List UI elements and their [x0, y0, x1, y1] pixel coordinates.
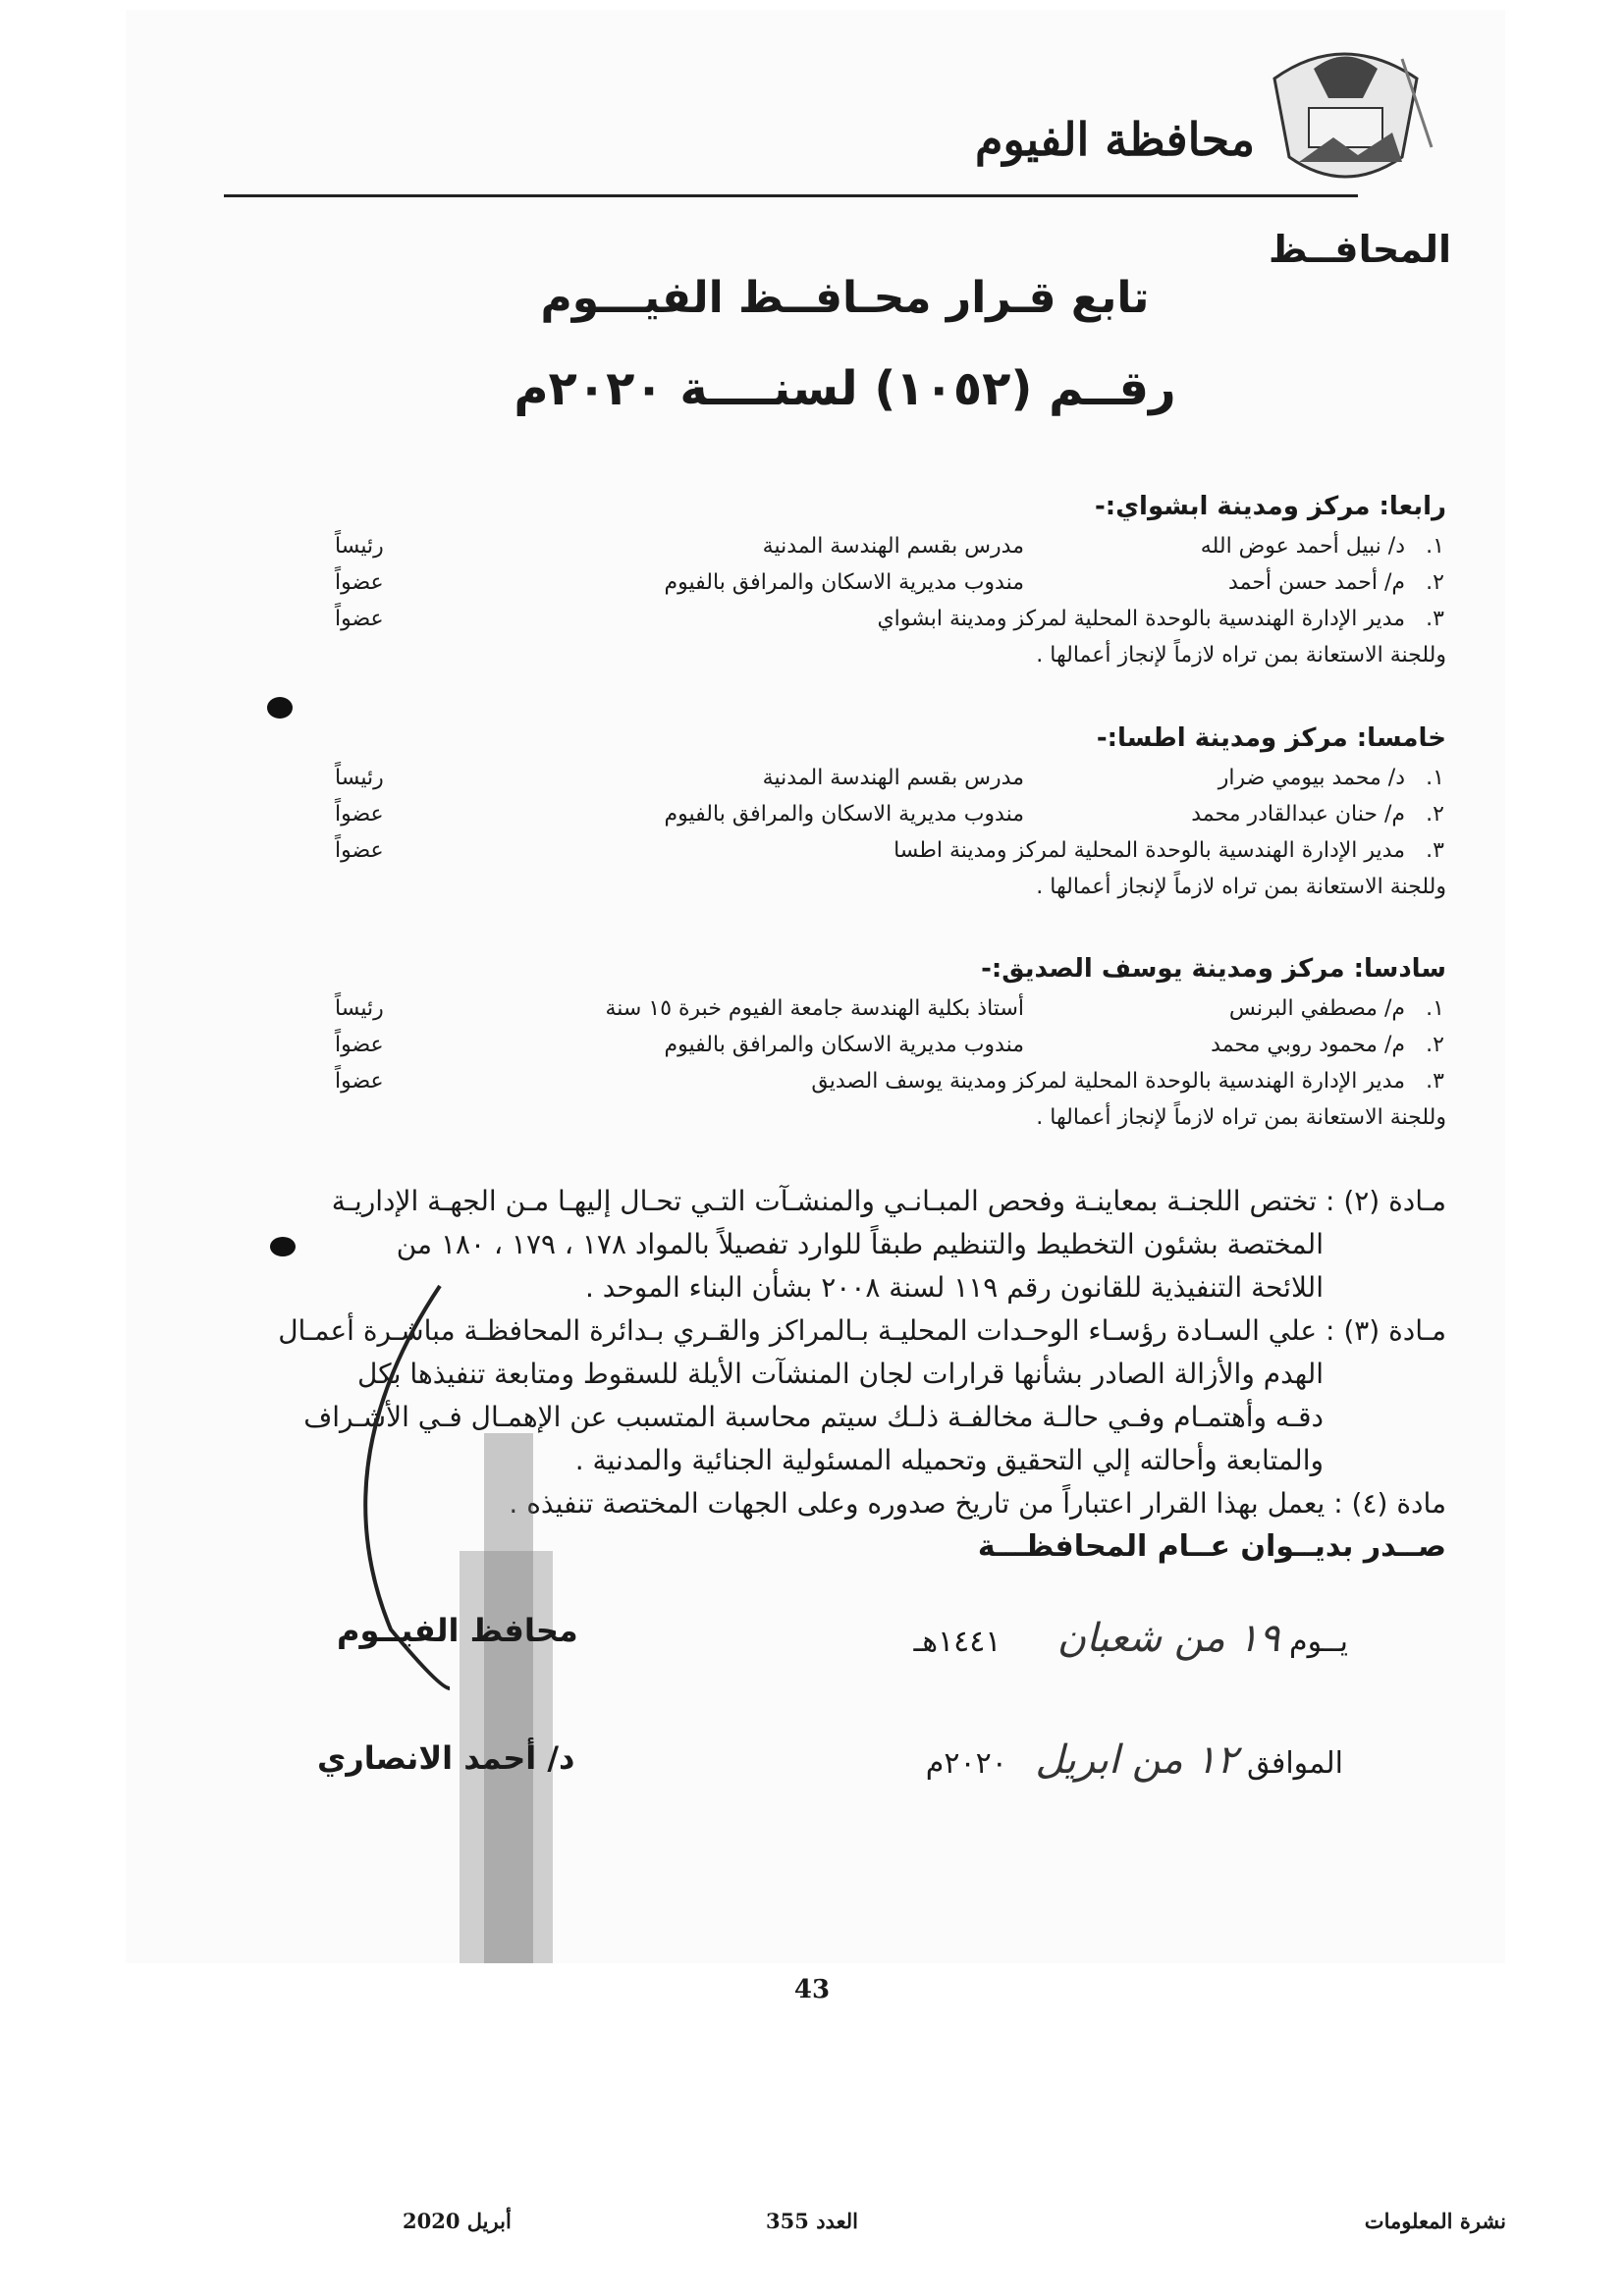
governorate-name: محافظة الفيوم	[975, 113, 1255, 166]
handwritten-hijri-day: ١٩ من شعبان	[1056, 1616, 1280, 1661]
handwritten-gregorian-day: ١٢ من ابريل	[1035, 1737, 1238, 1783]
decree-number: رقــم (١٠٥٢) لسنــــة ٢٠٢٠م	[514, 361, 1176, 416]
footer-bulletin: نشرة المعلومات	[1364, 2209, 1506, 2233]
footer-issue: العدد 355	[766, 2209, 858, 2233]
section-heading: رابعا: مركز ومدينة ابشواي:-	[1095, 492, 1446, 521]
section-heading: خامسا: مركز ومدينة اطسا:-	[1096, 723, 1446, 753]
member-name: د/ محمد بيومي ضرار	[1218, 766, 1405, 790]
member-number: ٣.	[1426, 838, 1444, 863]
header-rule	[224, 194, 1358, 197]
member-number: ٢.	[1426, 1033, 1444, 1057]
member-role: رئيساً	[335, 996, 384, 1021]
article-3: مـادة (٣) : علي السـادة رؤسـاء الوحـدات المحليـة بـالمراكز والقـري بـدائرة المحافظـة مباشـرة أعمـال	[278, 1314, 1446, 1347]
committee-member	[268, 601, 1446, 637]
member-title: مندوب مديرية الاسكان والمرافق بالفيوم	[664, 570, 1024, 595]
article-2-line: اللائحة التنفيذية للقانون رقم ١١٩ لسنة ٢٠٠٨ بشأن البناء الموحد .	[585, 1271, 1324, 1304]
member-number: ٢.	[1426, 802, 1444, 827]
section-heading: سادسا: مركز ومدينة يوسف الصديق:-	[981, 954, 1446, 984]
committee-member	[268, 832, 1446, 869]
signature-stroke	[283, 1139, 774, 1963]
article-2: مـادة (٢) : تختص اللجنـة بمعاينـة وفحص المبـانـي والمنشـآت التـي تحـال إليهـا مـن الجهـة الإداريـة	[331, 1185, 1446, 1217]
member-number: ٢.	[1426, 570, 1444, 595]
hijri-date	[913, 1616, 1348, 1661]
member-title: مدير الإدارة الهندسية بالوحدة المحلية لمركز ومدينة يوسف الصديق	[811, 1069, 1405, 1094]
member-name: م/ محمود روبي محمد	[1211, 1033, 1405, 1057]
gregorian-year: ٢٠٢٠م	[925, 1746, 1007, 1781]
issued-at: صــدر بديــوان عــام المحافظـــة	[977, 1529, 1446, 1564]
day-label: يــوم	[1289, 1625, 1348, 1659]
member-name: م/ حنان عبدالقادر محمد	[1191, 802, 1405, 827]
punch-hole-mark	[270, 1237, 296, 1256]
section-note: وللجنة الاستعانة بمن تراه لازماً لإنجاز أعمالها .	[1036, 1105, 1446, 1130]
scanned-page	[126, 10, 1505, 1963]
article-2-line: المختصة بشئون التخطيط والتنظيم طبقاً للوارد تفصيلاً بالمواد ١٧٨ ، ١٧٩ ، ١٨٠ من	[396, 1228, 1324, 1260]
committee-member	[268, 564, 1446, 601]
member-number: ١.	[1426, 534, 1444, 559]
member-title: أستاذ بكلية الهندسة جامعة الفيوم خبرة ١٥ سنة	[605, 996, 1024, 1021]
article-3-line: الهدم والأزالة الصادر بشأنها قرارات لجان المنشآت الأيلة للسقوط ومتابعة تنفيذها بكل	[357, 1358, 1324, 1390]
member-role: عضواً	[335, 838, 384, 863]
member-role: رئيساً	[335, 534, 384, 559]
page-number: 43	[793, 1975, 831, 2004]
member-number: ٣.	[1426, 607, 1444, 631]
article-3-line: دقـه وأهتمـام وفـي حالـة مخالفـة ذلـك سيتم محاسبة المتسبب عن الإهمـال فـي الأشـراف	[303, 1401, 1324, 1433]
committee-member	[268, 1027, 1446, 1063]
article-3-line: والمتابعة وأحالته إلي التحقيق وتحميله المسئولية الجنائية والمدنية .	[574, 1444, 1324, 1476]
member-number: ١.	[1426, 766, 1444, 790]
section-note: وللجنة الاستعانة بمن تراه لازماً لإنجاز أعمالها .	[1036, 643, 1446, 667]
member-title: مندوب مديرية الاسكان والمرافق بالفيوم	[664, 802, 1024, 827]
member-name: م/ أحمد حسن أحمد	[1228, 570, 1405, 595]
member-role: عضواً	[335, 1069, 384, 1094]
signatory-title: محافظ الفيــوم	[337, 1612, 578, 1649]
article-4: مادة (٤) : يعمل بهذا القرار اعتباراً من تاريخ صدوره وعلى الجهات المختصة تنفيذه .	[509, 1487, 1446, 1520]
committee-section	[268, 717, 1446, 905]
member-role: عضواً	[335, 607, 384, 631]
member-role: رئيساً	[335, 766, 384, 790]
member-title: مدرس بقسم الهندسة المدنية	[762, 766, 1024, 790]
governorate-logo	[1255, 39, 1436, 196]
office-label: المحافــظ	[1269, 228, 1451, 271]
member-number: ٣.	[1426, 1069, 1444, 1094]
member-role: عضواً	[335, 802, 384, 827]
footer-date: أبريل 2020	[403, 2209, 512, 2233]
committee-member	[268, 760, 1446, 796]
member-title: مندوب مديرية الاسكان والمرافق بالفيوم	[664, 1033, 1024, 1057]
committee-section	[268, 947, 1446, 1136]
gregorian-date	[926, 1737, 1343, 1783]
committee-member	[268, 990, 1446, 1027]
member-title: مدرس بقسم الهندسة المدنية	[762, 534, 1024, 559]
member-name: م/ مصطفي البرنس	[1228, 996, 1405, 1021]
member-title: مدير الإدارة الهندسية بالوحدة المحلية لمركز ومدينة اطسا	[893, 838, 1405, 863]
member-name: د/ نبيل أحمد عوض الله	[1200, 534, 1405, 559]
punch-hole-mark	[267, 697, 293, 719]
committee-section	[268, 485, 1446, 673]
committee-member	[268, 1063, 1446, 1099]
member-title: مدير الإدارة الهندسية بالوحدة المحلية لمركز ومدينة ابشواي	[877, 607, 1405, 631]
committee-member	[268, 796, 1446, 832]
signatory-name: د/ أحمد الانصاري	[317, 1739, 575, 1777]
hijri-year: ١٤٤١هـ	[913, 1625, 1001, 1659]
decree-title: تابع قـرار محـافــظ الفيـــوم	[540, 273, 1150, 323]
member-role: عضواً	[335, 1033, 384, 1057]
member-number: ١.	[1426, 996, 1444, 1021]
member-role: عضواً	[335, 570, 384, 595]
committee-member	[268, 528, 1446, 564]
section-note: وللجنة الاستعانة بمن تراه لازماً لإنجاز أعمالها .	[1036, 875, 1446, 899]
corresponding-label: الموافق	[1246, 1746, 1343, 1781]
